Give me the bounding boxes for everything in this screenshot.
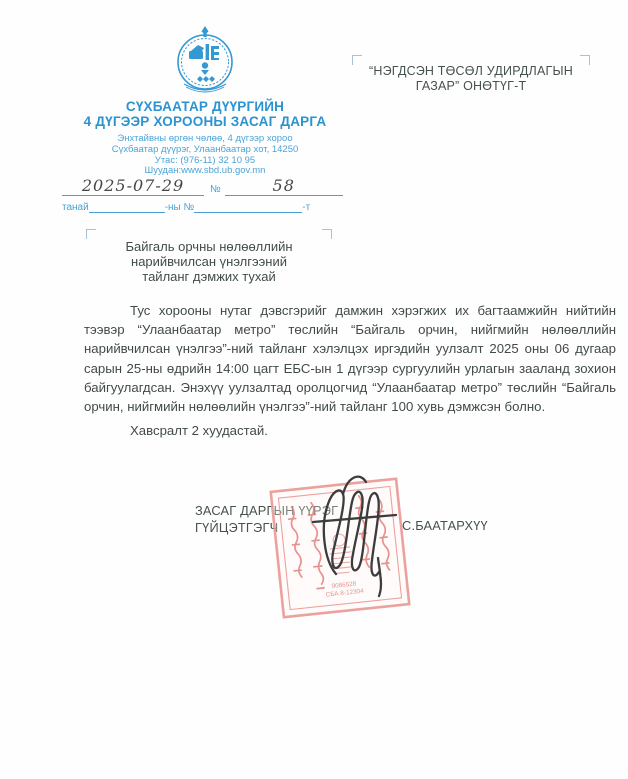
stamp-number-1: 9086528	[331, 580, 357, 591]
org-name-line2: 4 ДҮГЭЭР ХОРООНЫ ЗАСАГ ДАРГА	[83, 114, 327, 129]
signer-name: С.БААТАРХҮҮ	[402, 518, 488, 533]
recipient-block	[352, 55, 590, 94]
address-line3: Утас: (976-11) 32 10 95	[154, 154, 256, 166]
corner-bracket-right-icon	[322, 229, 332, 239]
org-address	[40, 134, 370, 177]
date-number-line	[62, 176, 362, 196]
address-line1: Энхтайвны өргөн чөлөө, 4 дүгээр хороо	[117, 133, 293, 144]
ref-prefix: танай	[62, 202, 89, 213]
corner-bracket-left-icon	[86, 229, 96, 239]
signer-title-line2: ГҮЙЦЭТГЭГЧ	[195, 520, 279, 535]
district-emblem-logo	[40, 24, 370, 96]
address-line2: Сүхбаатар дүүрэг, Улаанбаатар хот, 14250	[111, 143, 299, 155]
letter-body	[84, 301, 616, 440]
subject-line2: нарийвчилсан үнэлгээний	[131, 254, 287, 270]
handwritten-signature	[280, 452, 450, 612]
emblem-icon	[172, 24, 238, 96]
ref-suffix: -т	[302, 202, 311, 213]
subject-line3: тайланг дэмжих тухай	[142, 269, 276, 285]
attachment-note: Хавсралт 2 хуудастай.	[130, 423, 268, 439]
number-symbol: №	[210, 184, 221, 195]
ref-blank-2	[194, 201, 302, 213]
corner-bracket-left-icon	[352, 55, 362, 65]
ref-middle: -ны №	[164, 202, 195, 213]
corner-bracket-right-icon	[580, 55, 590, 65]
stamp-number-2: СБА 8-12304	[325, 587, 365, 599]
handwritten-number: 58	[225, 176, 343, 196]
subject-line1: Байгаль орчны нөлөөллийн	[125, 239, 293, 254]
recipient-line1: “НЭГДСЭН ТӨСӨЛ УДИРДЛАГЫН	[369, 64, 573, 78]
body-paragraph: Тус хорооны нутаг дэвсгэрийг дамжин хэрэгжих их багтаамжийн нийтийн тээвэр “Улаанбаатар метро” төслийн “Байгаль орчин, нийгмийн нөлөөллийн нарийвчилсан үнэлгээ”-ний тайланг хэлэлцэх иргэдийн уулзалт 2025 оны 06 дугаар сарын 25-ны өдрийн 14:00 цагт ЕБС-ын 1 дүгээр сургуулийн урлагын зааланд зохион байгуулагдсан. Энэхүү уулзалтад оролцогчид “Улаанбаатар метро” төслийн “Байгаль орчин, нийгмийн нөлөөлийн үнэлгээ”-ний тайланг 100 хувь дэмжсэн болно.	[84, 303, 616, 415]
signer-title-line1: ЗАСАГ ДАРГЫН ҮҮРЭГ	[195, 503, 339, 518]
address-line4: Шуудан:www.sbd.ub.gov.mn	[144, 165, 266, 177]
handwritten-date: 2025-07-29	[62, 176, 204, 196]
org-name-line1: СҮХБААТАР ДҮҮРГИЙН	[125, 99, 285, 114]
ref-blank-1	[89, 201, 165, 213]
recipient-line2: ГАЗАР” ОНӨТҮГ-Т	[415, 79, 527, 93]
reference-line	[62, 201, 362, 213]
subject-block	[86, 229, 332, 285]
letterhead	[40, 24, 370, 177]
